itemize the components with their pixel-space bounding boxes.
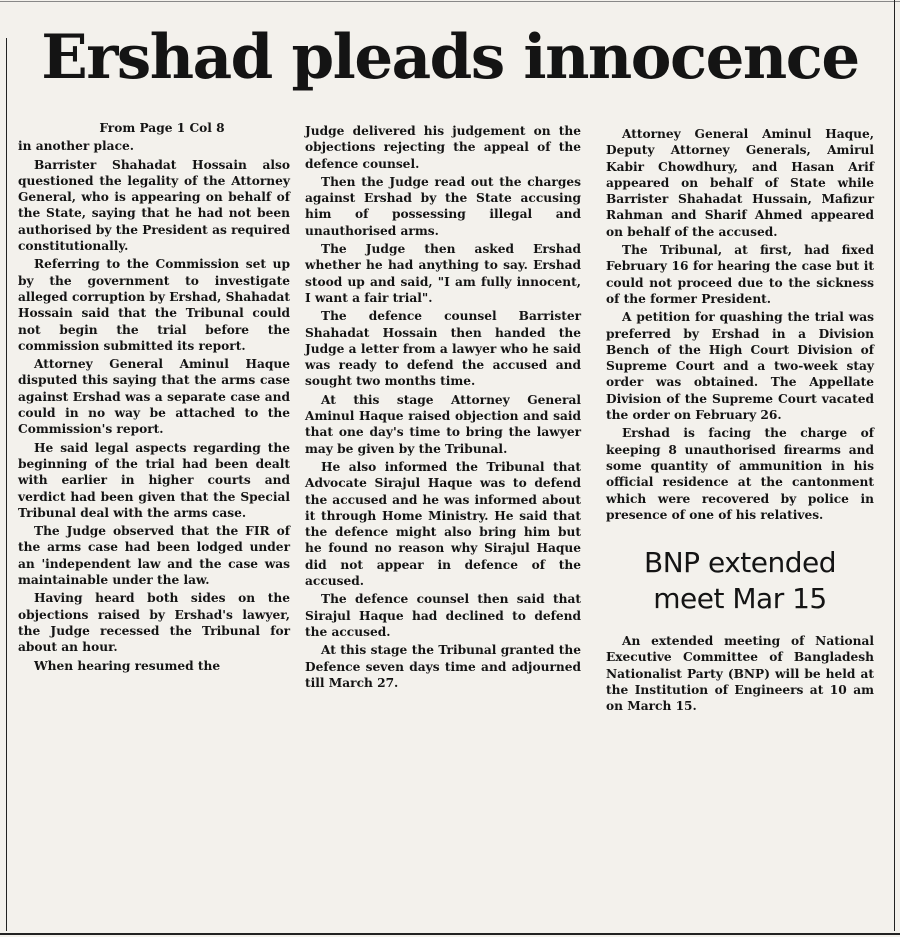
- paragraph: Having heard both sides on the objections raised by Ershad's lawyer, the Judge recessed the Tribunal for about an hour.: [18, 591, 290, 655]
- paragraph: At this stage Attorney General Aminul Haque raised objection and said that one day's time to bring the lawyer may be given by the Tribunal.: [305, 392, 581, 456]
- paragraph: At this stage the Tribunal granted the Defence seven days time and adjourned till March 27.: [305, 643, 581, 690]
- paragraph: The Tribunal, at first, had fixed February 16 for hearing the case but it could not proceed due to the sickness of the former President.: [606, 243, 874, 306]
- brief-headline-line-2: meet Mar 15: [653, 582, 827, 616]
- paragraph: Barrister Shahadat Hossain also questioned the legality of the Attorney General, who is appearing on behalf of the State, saying that he had not been authorised by the President as required constitutionally.: [18, 157, 290, 254]
- column-2: [305, 123, 581, 693]
- brief-headline-line-1: BNP extended: [644, 546, 836, 580]
- paragraph: The defence counsel Barrister Shahadat Hossain then handed the Judge a letter from a lawyer who he said was ready to defend the accused and sought two months time.: [305, 309, 581, 389]
- paragraph: Referring to the Commission set up by the government to investigate alleged corruption by Ershad, Shahadat Hossain said that the Tribunal could not begin the trial before the commission submitted its report.: [18, 257, 290, 353]
- paragraph: He also informed the Tribunal that Advocate Sirajul Haque was to defend the accused and he was informed about it through Home Ministry. He said that the defence might also bring him but he found no reason why Sirajul Haque did not appear in defence of the accused.: [305, 459, 581, 589]
- paragraph: He said legal aspects regarding the beginning of the trial had been dealt with earlier in higher courts and verdict had been given that the Special Tribunal deal with the arms case.: [18, 440, 290, 520]
- paragraph: When hearing resumed the: [34, 658, 221, 673]
- paragraph: The Judge then asked Ershad whether he had anything to say. Ershad stood up and said, "I am fully innocent, I want a fair trial".: [305, 242, 581, 305]
- column-1: [18, 120, 290, 676]
- paragraph: A petition for quashing the trial was preferred by Ershad in a Division Bench of the High Court Division of Supreme Court and a two-week stay order was obtained. The Appellate Division of the Supreme Court vacated the order on February 26.: [606, 310, 874, 423]
- column-3: [606, 126, 874, 717]
- top-rule: [0, 1, 900, 2]
- brief-headline: [606, 545, 874, 617]
- paragraph: Then the Judge read out the charges against Ershad by the State accusing him of possessing illegal and unauthorised arms.: [305, 174, 581, 238]
- paragraph: Ershad is facing the charge of keeping 8 unauthorised firearms and some quantity of ammunition in his official residence at the cantonment which were recovered by police in presence of one of his relatives.: [606, 426, 874, 522]
- paragraph: Attorney General Aminul Haque, Deputy Attorney Generals, Amirul Kabir Chowdhury, and Hasan Arif appeared on behalf of State while Barrister Shahadat Hussain, Mafizur Rahman and Sharif Ahmed appeared on behalf of the accused.: [606, 127, 874, 239]
- left-rule: [6, 38, 7, 931]
- paragraph: The defence counsel then said that Sirajul Haque had declined to defend the accused.: [305, 592, 581, 639]
- paragraph: The Judge observed that the FIR of the arms case had been lodged under an 'independent law and the case was maintainable under the law.: [18, 524, 290, 588]
- paragraph: in another place.: [18, 139, 134, 154]
- right-rule: [894, 0, 895, 931]
- paragraph: Attorney General Aminul Haque disputed this saying that the arms case against Ershad was a separate case and could in no way be attached to the Commission's report.: [18, 357, 290, 437]
- paragraph: Judge delivered his judgement on the objections rejecting the appeal of the defence counsel.: [305, 124, 581, 171]
- article-headline: Ershad pleads innocence: [41, 22, 859, 93]
- bottom-rule: [0, 933, 900, 935]
- brief-body: An extended meeting of National Executive Committee of Bangladesh Nationalist Party (BNP) will be held at the Institution of Engineers at 10 am on March 15.: [606, 634, 874, 714]
- jump-line: From Page 1 Col 8: [99, 121, 225, 135]
